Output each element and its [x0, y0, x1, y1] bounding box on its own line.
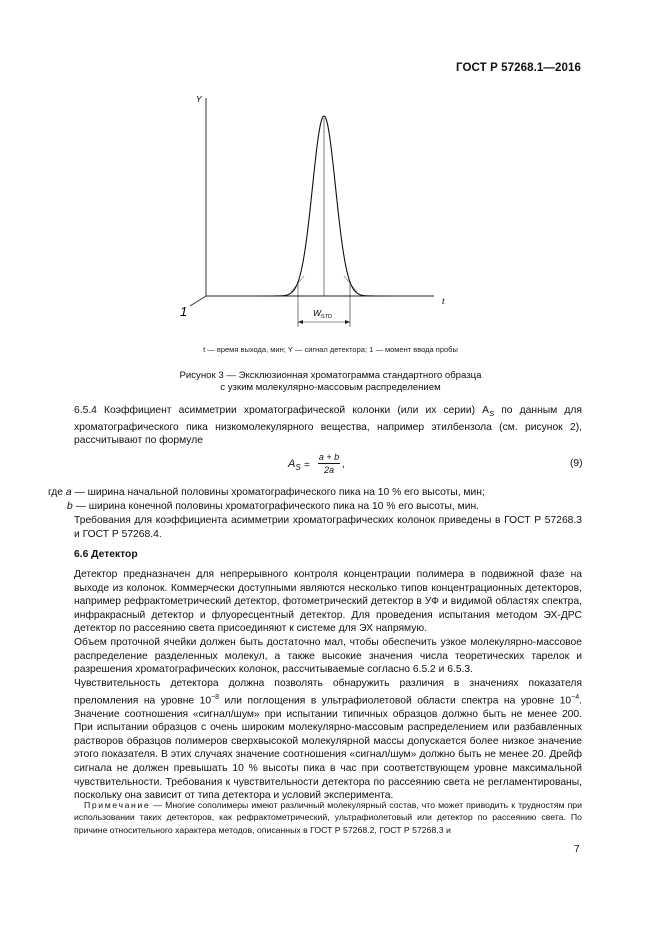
where-b-row: [67, 500, 479, 514]
formula-number: (9): [570, 458, 583, 469]
note-label: Примечание: [84, 800, 151, 810]
exponent-minus-8: −8: [211, 693, 220, 701]
note-text: — Многие сополимеры имеют различный молекулярный состав, что может приводить к трудностям при использовании таких детекторов, как рефрактометрический, ультрафиолетовый или детектор по рассеянию света. По причине относительного характера методов, описанных в ГОСТ Р 57268.2, ГОСТ Р 57268.3 и: [74, 800, 582, 835]
where-a-text: — ширина начальной половины хроматографического пика на 10 % его высоты, мин;: [74, 487, 485, 498]
width-label: [313, 308, 332, 320]
formula-denominator: 2a: [323, 465, 334, 475]
section-6-5-4-text-cont: по данным для хроматографического пика низкомолекулярного вещества, например этилбензола (см. рисунок 2), рассчитывают по формуле: [74, 405, 582, 447]
left-tangent-line: [291, 276, 304, 292]
figure-caption-line-2: с узким молекулярно-массовым распределением: [220, 382, 441, 393]
formula-lhs: $A_S$: [288, 458, 301, 473]
note-paragraph: [74, 799, 582, 836]
detector-paragraph-3: Чувствительность детектора должна позволять обнаружить различия в значениях показателя преломления на уровне $10^{-8}$ или поглощения в ультрафиолетовой области спектра на уровне $10^{-4}$. Значение соотношения «сигнал/шум» при испытании типичных образцов должно быть не менее 200. При испытании образцов с очень широким молекулярно-массовым распределением или разбавленных растворов образцов полимеров сверхвысокой молекулярной массы допускается более низкое значение этого показателя. В этих случаях значение соотношения «сигнал/шум» должно быть не менее 20. Дрейф сигнала не должен превышать 10 % высоты пика в час при соответствующем уровне максимальной чувствительности. Требования к чувствительности детектора по рассеянию света не регламентированы, поскольку она зависит от типа детектора и условий эксперимента.: [74, 678, 583, 802]
where-b-symbol: b: [67, 501, 73, 512]
detector-paragraph-1: Детектор предназначен для непрерывного контроля концентрации полимера в подвижной фазе на выходе из колонок. Коммерчески доступными являются несколько типов концентрационных детекторов, например рефрактометрический детектор, фотометрический детектор в УФ и видимой областях спектра, инфракрасный детектор и флуоресцентный детектор. Для проведения испытания методом ЭХ-ДРС детектор по рассеянию света присоединяют к системе для ЭХ напрямую.: [74, 569, 582, 635]
formula-comma: ,: [342, 459, 345, 470]
formula-9: [0, 452, 661, 482]
right-tangent-line: [344, 276, 357, 292]
requirements-paragraph: Требования для коэффициента асимметрии хроматографических колонок приведены в ГОСТ Р 57268.3 и ГОСТ Р 57268.4.: [74, 515, 582, 540]
injection-marker-line: [190, 296, 206, 306]
where-prefix: где: [48, 487, 64, 498]
section-6-5-4-paragraph: [74, 404, 582, 448]
formula-equals: =: [304, 460, 310, 471]
exponent-minus-4: −4: [571, 693, 580, 701]
formula-fraction: [318, 452, 340, 475]
chromatogram-figure: [0, 0, 661, 340]
section-6-6-heading: 6.6 Детектор: [74, 549, 138, 560]
injection-marker-label: 1: [180, 304, 188, 319]
width-arrow-left-head: [298, 320, 303, 324]
where-a-symbol: a: [65, 487, 72, 498]
formula-numerator: a + b: [318, 452, 340, 462]
width-label-sub: STD: [321, 314, 333, 320]
document-header: ГОСТ Р 57268.1—2016: [456, 62, 581, 74]
page-number: 7: [574, 844, 580, 855]
section-6-5-4-text: 6.5.4 Коэффициент асимметрии хроматографической колонки (или их серии) A: [74, 405, 490, 416]
detector-paragraph-2: Объем проточной ячейки должен быть достаточно мал, чтобы обеспечить узкое молекулярно-массовое распределение разделенных молекул, а также высокие значения числа теоретических тарелок и разрешения хроматографических колонок, рассчитываемые согласно 6.5.2 и 6.5.3.: [74, 637, 582, 676]
y-axis-label: Y: [196, 94, 202, 104]
width-label-main: W: [313, 308, 322, 318]
x-axis-label: t: [442, 296, 445, 306]
figure-legend: t — время выхода, мин; Y — сигнал детектора; 1 — момент ввода пробы: [203, 345, 458, 354]
asymmetry-symbol-sub: S: [489, 409, 495, 419]
where-a-row: [48, 486, 485, 500]
where-b-text: — ширина конечной половины хроматографического пика на 10 % его высоты, мин.: [75, 501, 480, 512]
figure-caption-line-1: Рисунок 3 — Эксклюзионная хроматограмма стандартного образца: [179, 370, 482, 381]
width-arrow-right-head: [345, 320, 350, 324]
figure-caption: [0, 370, 661, 394]
